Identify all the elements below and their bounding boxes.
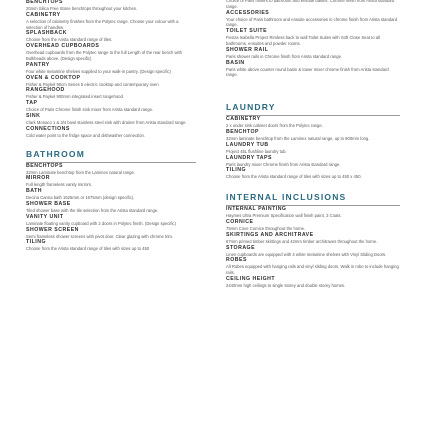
kitchen-item bbox=[26, 12, 196, 31]
internal-item bbox=[226, 205, 400, 219]
bathroom-continued-item bbox=[226, 10, 400, 29]
item-body: 2440mm high ceilings to single storey and double storey homes. bbox=[226, 282, 346, 288]
bathroom-continued-item bbox=[226, 0, 400, 10]
item-title: BENCHTOPS bbox=[26, 0, 63, 5]
item-body: 32mm laminate benchtop from the Laminex natural range, up to 900mm long. bbox=[226, 135, 370, 141]
item-title: PANTRY bbox=[26, 61, 50, 68]
bathroom-continued-item bbox=[226, 28, 400, 47]
bathroom-item bbox=[26, 188, 196, 201]
bathroom-item bbox=[26, 201, 196, 214]
item-body: Semi frameless shower screens with pivot door. Clear glazing with chrome trim. bbox=[26, 233, 174, 239]
item-title: RANGEHOOD bbox=[26, 87, 65, 94]
laundry-item bbox=[226, 155, 400, 168]
kitchen-item bbox=[26, 30, 196, 43]
item-title: CABINETRY bbox=[226, 116, 261, 123]
item-title: ROBES bbox=[226, 257, 247, 264]
item-title: BATH bbox=[26, 188, 43, 195]
item-title: INTERNAL PAINTING bbox=[226, 206, 287, 213]
item-title: SKIRTINGS AND ARCHITRAVE bbox=[226, 231, 314, 238]
item-body: Paris white above counter round basin & tower mixer chrome finish from Arista standard range. bbox=[226, 66, 389, 78]
right-column bbox=[226, 0, 400, 289]
laundry-item bbox=[226, 129, 400, 142]
item-title: TAP bbox=[26, 100, 38, 107]
item-title: OVERHEAD CUPBOARDS bbox=[26, 43, 100, 50]
kitchen-item bbox=[26, 113, 196, 126]
item-body: Tiled shower base with the tile selection from the Arista standard range. bbox=[26, 207, 159, 213]
internal-item bbox=[226, 232, 400, 245]
kitchen-item bbox=[26, 62, 196, 75]
item-body: Full length frameless vanity mirrors. bbox=[26, 182, 93, 188]
item-body: 20mm Silica Free Stone benchtops throughout your kitchen. bbox=[26, 6, 138, 11]
kitchen-item bbox=[26, 100, 196, 113]
bathroom-heading: BATHROOM bbox=[26, 148, 86, 159]
item-title: ACCESSORIES bbox=[226, 9, 270, 16]
item-body: Fisher & Paykel 900mm integrated insert rangehood. bbox=[26, 94, 124, 100]
bathroom-item bbox=[26, 162, 196, 176]
item-body: 75mm Cove Cornice throughout the home. bbox=[226, 225, 306, 231]
item-body: Project 45L flushline laundry tub. bbox=[226, 148, 287, 154]
item-title: VANITY UNIT bbox=[26, 213, 64, 220]
internal-inclusions-heading: INTERNAL INCLUSIONS bbox=[226, 192, 347, 203]
item-title: STORAGE bbox=[226, 244, 256, 251]
item-body: Paris shower rails in Chrome finish from Arista standard range. bbox=[226, 53, 343, 59]
item-title: SHOWER RAIL bbox=[226, 46, 269, 53]
kitchen-item bbox=[26, 87, 196, 100]
item-title: CEILING HEIGHT bbox=[226, 275, 276, 282]
item-title: CABINETRY bbox=[26, 11, 61, 18]
laundry-item bbox=[226, 142, 400, 155]
item-body: Clark Monaco 1 & 3/4 bowl stainless steel sink with drainer from Arista standard range. bbox=[26, 119, 187, 125]
item-title: SPLASHBACK bbox=[26, 30, 68, 37]
left-column bbox=[26, 0, 196, 252]
item-title: SINK bbox=[26, 112, 41, 119]
item-body: Choice of Paris Chrome finish sink mixer from Arista standard range. bbox=[26, 107, 154, 113]
item-body: 67mm primed timber skirtings and 42mm timber architraves throughout the home. bbox=[226, 238, 378, 244]
item-body: Fisher & Paykel 90cm Series 5 electric cooktop and contemporary oven bbox=[26, 81, 159, 87]
kitchen-item bbox=[26, 126, 196, 139]
item-title: LAUNDRY TUB bbox=[226, 141, 269, 148]
item-body: Paris laundry mixer Chrome finish from Arista standard range. bbox=[226, 161, 341, 167]
item-body: Choose from the Arista standard range of tiles with sizes up to 450 x 450. bbox=[226, 174, 362, 180]
kitchen-item bbox=[26, 0, 196, 12]
item-title: SHOWER BASE bbox=[26, 200, 71, 207]
bathroom-item bbox=[26, 175, 196, 188]
kitchen-item bbox=[26, 75, 196, 88]
bathroom-item bbox=[26, 227, 196, 240]
item-title: CORNICE bbox=[226, 218, 254, 225]
item-body: Overhead cupboards from the Polytec range to the full Length of the rear bench with Bulkheads above. (Design specific) bbox=[26, 50, 182, 61]
item-body: Choose from the Arista standard range of tiles with sizes up to 450 bbox=[26, 246, 150, 252]
item-body: Choice of Paris mixers to bathroom and ensuite basins. Chrome finish from Arista standard range. bbox=[226, 0, 395, 9]
internal-item bbox=[226, 219, 400, 232]
item-title: MIRROR bbox=[26, 175, 51, 182]
item-body: 32mm Laminate benchtop from the Laminex natural range. bbox=[26, 169, 135, 175]
item-body: Linen cupboards are equipped with 4 white melamine shelves with Vinyl Sliding Doors. bbox=[226, 251, 387, 257]
bathroom-continued-item bbox=[226, 47, 400, 60]
internal-item bbox=[226, 245, 400, 258]
item-body: Haymes Ultra Premium Specification wall finish paint, 3 Coats. bbox=[226, 213, 342, 219]
item-body: Your choice of Paris bathroom and ensuite accessories in chrome finish from Arista standard range. bbox=[226, 16, 398, 28]
item-title: TILING bbox=[26, 239, 47, 246]
bathroom-continued-item bbox=[226, 60, 400, 79]
bathroom-item bbox=[26, 214, 196, 227]
internal-item bbox=[226, 276, 400, 289]
item-title: TILING bbox=[226, 167, 247, 174]
item-body: A selection of cabinetry finishes from the Polytec range. Choose your colour with a selection of handles. bbox=[26, 18, 179, 30]
bathroom-item bbox=[26, 239, 196, 252]
item-body: Decina Canna bath 1525mm or 1675mm (design specific). bbox=[26, 195, 135, 201]
item-title: LAUNDRY TAPS bbox=[226, 154, 272, 161]
item-body: Fienza Isabella Project Rimless back to wall Toilet Suites with Soft Close Seat to all bathrooms, ensuites and powder rooms. bbox=[226, 35, 380, 46]
internal-item bbox=[226, 257, 400, 276]
item-body: Cold water point to the fridge space and dishwasher connection. bbox=[26, 132, 145, 138]
item-body: Four white melamine shelves supplied to your walk-in pantry. (Design specific) bbox=[26, 68, 171, 74]
item-body: All Robes equipped with hanging rails and vinyl sliding doors. Walk in robe to include hanging rails. bbox=[226, 264, 399, 276]
item-title: CONNECTIONS bbox=[26, 125, 70, 132]
item-title: BENCHTOPS bbox=[26, 162, 63, 169]
item-body: Choose from the Arista standard range of tiles. bbox=[26, 37, 113, 43]
item-title: SHOWER SCREEN bbox=[26, 226, 79, 233]
item-title: BENCHTOP bbox=[226, 128, 260, 135]
item-title: BASIN bbox=[226, 59, 245, 66]
laundry-item bbox=[226, 167, 400, 180]
laundry-heading: LAUNDRY bbox=[226, 102, 276, 113]
item-body: 2 x under sink cabinet doors from the Polytec range. bbox=[226, 123, 323, 129]
laundry-item bbox=[226, 115, 400, 129]
item-title: TOILET SUITE bbox=[226, 28, 268, 35]
item-title: OVEN & COOKTOP bbox=[26, 74, 81, 81]
kitchen-item bbox=[26, 43, 196, 62]
item-body: Laminate floating vanity cupboard with 2 doors in Polytec finish. (Design specific) bbox=[26, 220, 176, 226]
